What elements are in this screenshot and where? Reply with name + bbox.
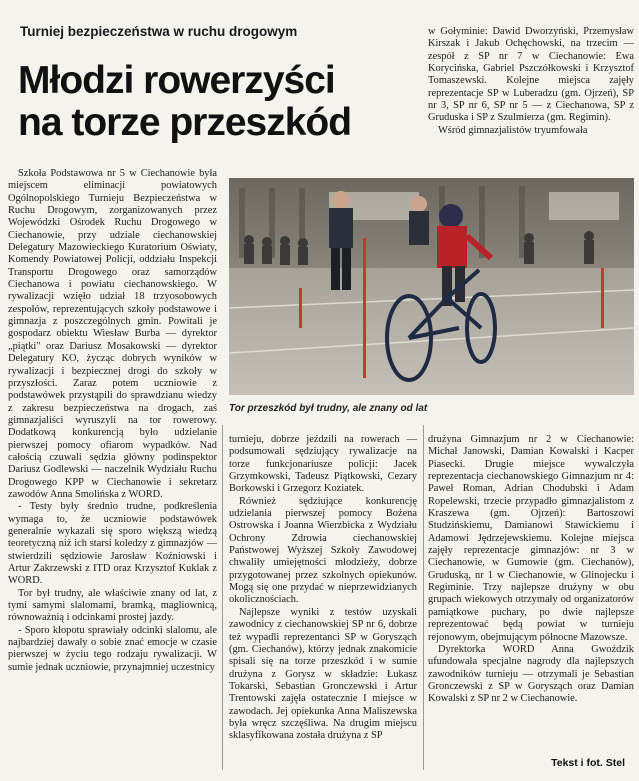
paragraph: Tor był trudny, ale właściwie znany od lat, z tymi samymi slalomami, bramką, magliownicą, równoważnią i odcinkami prostej jazdy. <box>8 587 217 624</box>
column-divider <box>222 425 223 770</box>
column-divider <box>423 425 424 770</box>
article-headline <box>18 60 438 144</box>
paragraph: Wśród gimnazjalistów tryumfowała <box>438 124 588 136</box>
article-photo <box>229 178 634 395</box>
gym-bicycle-photo-icon <box>229 178 634 395</box>
paragraph: drużyna Gimnazjum nr 2 w Ciechanowie: Michał Janowski, Damian Kowalski i Kacper Piasecki. Drugie miejsce wywalczyła reprezentacja ciechanowskiego Gimnazjum nr 4: Paweł Roman, Adrian Chodubski i Adam Ropelewski, trzecie przypadło gimnazjalistom z Kraszewa (gm. Ojrzeń): Bartoszowi Studzińskiemu, Damianowi Stawickiemu i Adamowi Jędrzejewskiemu. Kolejne miejsca zajęły reprezentacje gimnazjów: nr 3 w Ciechanowie, w Gumowie (gm. Ciechanów), Gruduską, nr 1 w Ciechanowie, w Glinojecku i Regiminie. Trzy najlepsze drużyny w obu grupach wiekowych otrzymały od organizatorów pamiątkowe puchary, po dwie najlepsze reprezentować będą powiat w turnieju rejonowym, obejmującym północne Mazowsze. <box>428 434 634 643</box>
photo-caption: Tor przeszkód był trudny, ale znany od lat <box>229 403 428 414</box>
paragraph: w Gołyminie: Dawid Dworzyński, Przemysław Kirszak i Jakub Ochęchowski, na trzecim — zespół z SP nr 7 w Ciechanowie: Ewa Korycińska, Gabriel Pszczółkowski i Krzysztof Tomaszewski. Kolejne miejsca zajęły reprezentacje SP w Luberadzu (gm. Ojrzeń), SP nr 3, SP nr 6, SP nr 5 — z Ciechanowa, SP z Gruduska i SP z Szulmierza (gm. Regimin). <box>428 26 634 124</box>
paragraph: Dyrektorka WORD Anna Gwoździk ufundowała specjalne nagrody dla najlepszych zawodników turnieju — otrzymali je Sebastian Gronczewski z SP w Gorysząch oraz Damian Kowalski z SP nr 2 w Ciechanowie. <box>428 643 634 705</box>
paragraph: - Testy były średnio trudne, podkreślenia wymaga to, że uczniowie podstawówek generalnie wykazali się sporo większą wiedzą teoretyczną niż ich starsi koledzy z gimnazjów — stwierdzili sędziowie Jarosław Koźniowski i Artur Zakrzewski z ITD oraz Krzysztof Kuklak z WORD. <box>8 501 217 587</box>
article-column-2 <box>229 434 417 770</box>
paragraph: Najlepsze wyniki z testów uzyskali zawodnicy z ciechanowskiej SP nr 6, dobrze też wypadli reprezentanci SP w Gorysząch (gm. Ciechanów), którzy jednak znakomicie spisali się na torze przeszkód i w sumie drużyna z Gorysz w składzie: Łukasz Tokarski, Sebastian Gronczewski i Artur Trentowski zajęła ostatecznie I miejsce w zawodach. Jej opiekunka Anna Maliszewska była wręcz szczęśliwa. Na drugim miejscu sklasyfikowana została drużyna z SP <box>229 606 417 742</box>
article-byline: Tekst i fot. Stel <box>551 757 625 769</box>
article-kicker: Turniej bezpieczeństwa w ruchu drogowym <box>20 24 298 39</box>
article-column-3-top <box>428 26 634 174</box>
paragraph: turnieju, dobrze jeździli na rowerach — podsumowali sędziujący rywalizacje na torze funkcjonariusze policji: Jacek Grzymkowski, Tadeusz Piątkowski, Cezary Borkowski i Grzegorz Koziatek. <box>229 434 417 495</box>
paragraph: - Sporo kłopotu sprawiały odcinki slalomu, ale najbardziej dawały o sobie znać emocje w czasie pierwszej w życiu tego rodzaju rywalizacji. W sumie jednak uczniowie, przynajmniej uczestnicy <box>8 624 217 673</box>
article-column-3 <box>428 434 634 750</box>
headline-line-2: na torze przeszkód <box>18 101 352 144</box>
paragraph: Szkoła Podstawowa nr 5 w Ciechanowie była miejscem eliminacji powiatowych Ogólnopolskiego Turnieju Bezpieczeństwa w Ruchu Drogowym, zorganizowanych przez Wojewódzki Ośrodek Ruchu Drogowego w Ciechanowie, przy udziale ciechanowskiej Delegatury Mazowieckiego Kuratorium Oświaty, Komendy Powiatowej Policji, oddziału Inspekcji Transportu Drogowego oraz samorządów Ciechanowa i powiatu ciechanowskiego. W rywalizacji wzięło udział 18 trzyosobowych zespołów, reprezentujących szkoły podstawowe i gimnazja z poszczególnych gmin. Powitali je gospodarz obiektu Wiesław Burba — dyrektor „piątki" oraz Dariusz Mosakowski — dyrektor Delegatury KO, życząc dobrych wyników w rywalizacji i bezpiecznej drogi do szkoły w przyszłości. Zaraz potem uczniowie z podstawówek przystąpili do sprawdzianu wiedzy z zakresu bezpieczeństwa na drogach, zaś gimnazjaliści wyruszyli na tor rowerowy. Dodatkową konkurencją było udzielanie pierwszej pomocy ofiarom wypadków. Nad całością czuwali sędzia główny podinspektor Dariusz Godlewski — naczelnik Wydziału Ruchu Drogowego KPP w Ciechanowie i sekretarz zawodów Anna Smolińska z WORD. <box>8 168 217 500</box>
paragraph: Również sędziujące konkurencję udzielania pierwszej pomocy Bożena Ostrowska i Joanna Wierzbicka z Wydziału Ochrony Zdrowia ciechanowskiej Państwowej Wyższej Szkoły Zawodowej chwaliły umiejętności młodzieży, dobrze przygotowanej przez szkolnych opiekunów. Mogą się one przydać w nieprzewidzianych okolicznościach. <box>229 495 417 606</box>
article-column-1 <box>8 168 217 773</box>
headline-line-1: Młodzi rowerzyści <box>18 59 335 102</box>
